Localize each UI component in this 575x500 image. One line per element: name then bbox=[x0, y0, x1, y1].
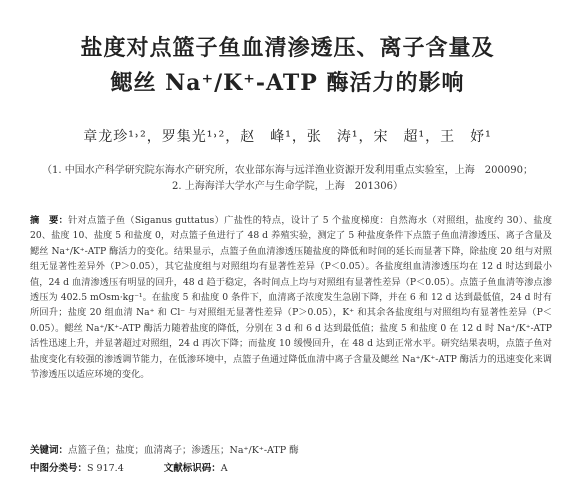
classification-value: S 917.4 bbox=[87, 463, 124, 474]
abstract-text: 针对点篮子鱼（Siganus guttatus）广盐性的特点，设计了 5 个盐度梯度：自然海水（对照组，盐度约 30）、盐度 20、盐度 10、盐度 5 和盐度 0，对点篮子鱼进行了 48 d 养殖实验，测定了 5 种盐度条件下点篮子鱼血清渗透压、离子含量及鳃丝 Na⁺/K⁺-ATP 酶活力的变化。结果显示，点篮子鱼血清渗透压随盐度的降低和时间的延长而显著下降，除盐度 20 组与对照组无显著性差异外（P＞0.05），其它盐度组与对照组均有显著性差异（P＜0.05）。各盐度组血清渗透压均在 12 d 时达到最小值，24 d 血清渗透压有明显的回升，48 d 趋于稳定，各时间点上均与对照组有显著性差异（P＜0.05）。点篮子鱼血清等渗点渗透压为 402.5 mOsm·kg⁻¹。在盐度 5 和盐度 0 条件下，血清离子浓度发生急剧下降，并在 6 和 12 d 达到最低值，24 d 时有所回升；盐度 20 组血清 Na⁺ 和 Cl⁻ 与对照组无显著性差异（P＞0.05），K⁺ 和其余各盐度组与对照组均有显著性差异（P＜0.05）。鳃丝 Na⁺/K⁺-ATP 酶活力随着盐度的降低，分别在 3 d 和 6 d 达到最低值；盐度 5 和盐度 0 在 12 d 时 Na⁺/K⁺-ATP 活性迅速上升，并显著超过对照组，24 d 再次下降；而盐度 10 缓慢回升，在 48 d 达到正常水平。研究结果表明，点篮子鱼对盐度变化有较强的渗透调节能力，在低渗环境中，点篮子鱼通过降低血清中离子含量及鳃丝 Na⁺/K⁺-ATP 酶活力的迅速变化来调节渗透压以适应环境的变化。 bbox=[30, 215, 552, 381]
affiliation-line-2: 2. 上海海洋大学水产与生命学院，上海 201306） bbox=[172, 181, 403, 192]
abstract-label: 摘 要： bbox=[30, 215, 69, 226]
classification-line bbox=[30, 461, 552, 477]
keywords bbox=[30, 443, 552, 459]
document-code-label: 文献标识码： bbox=[163, 463, 221, 474]
paper-title-line-1: 盐度对点篮子鱼血清渗透压、离子含量及 bbox=[80, 35, 495, 61]
keywords-text: 点篮子鱼；盐度；血清离子；渗透压；Na⁺/K⁺-ATP 酶 bbox=[68, 445, 299, 456]
author-list: 章龙珍¹˒²，罗集光¹˒²，赵 峰¹，张 涛¹，宋 超¹，王 妤¹ bbox=[83, 129, 492, 145]
document-code-value: A bbox=[220, 463, 228, 474]
classification-label: 中图分类号： bbox=[30, 463, 88, 474]
abstract bbox=[30, 213, 552, 382]
keywords-label: 关键词： bbox=[30, 445, 69, 456]
paper-title-line-2: 鳃丝 Na⁺/K⁺-ATP 酶活力的影响 bbox=[110, 70, 465, 96]
affiliation-line-1: （1. 中国水产科学研究院东海水产研究所，农业部东海与远洋渔业资源开发利用重点实验室，上海 200090； bbox=[42, 165, 533, 176]
